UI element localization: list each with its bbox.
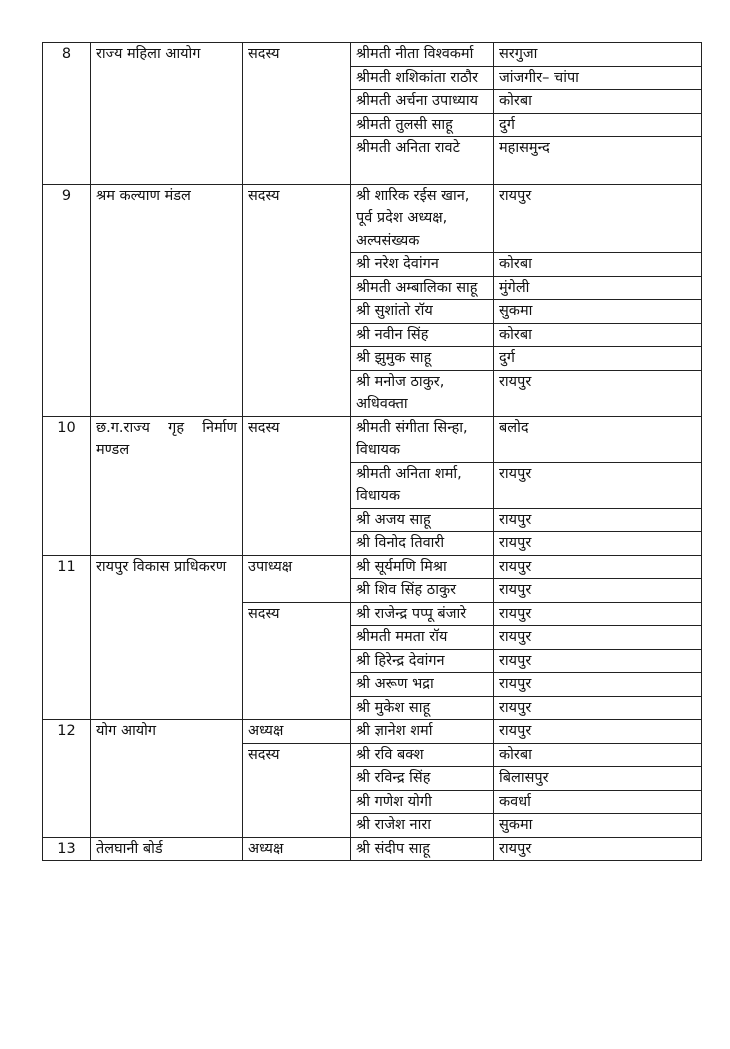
member-name: श्री राजेन्द्र पप्पू बंजारे	[351, 602, 494, 626]
member-name: श्री अरूण भद्रा	[351, 673, 494, 697]
member-name: श्री रवि बक्श	[351, 743, 494, 767]
member-name: श्री शारिक रईस खान, पूर्व प्रदेश अध्यक्ष, अल्पसंख्यक	[351, 184, 494, 253]
organization-name: रायपुर विकास प्राधिकरण	[91, 555, 243, 720]
member-district: रायपुर	[494, 837, 702, 861]
member-name: श्रीमती अनिता रावटे	[351, 137, 494, 185]
member-name: श्री संदीप साहू	[351, 837, 494, 861]
member-district: रायपुर	[494, 696, 702, 720]
member-name: श्री हिरेन्द्र देवांगन	[351, 649, 494, 673]
member-name: श्रीमती शशिकांता राठौर	[351, 66, 494, 90]
organization-name: राज्य महिला आयोग	[91, 43, 243, 185]
organization-name: तेलघानी बोर्ड	[91, 837, 243, 861]
member-name: श्रीमती संगीता सिन्हा, विधायक	[351, 416, 494, 462]
table-row	[43, 555, 702, 579]
serial-number: 9	[43, 184, 91, 416]
member-name: श्री झुमुक साहू	[351, 347, 494, 371]
member-district: रायपुर	[494, 626, 702, 650]
member-district: रायपुर	[494, 720, 702, 744]
member-name: श्रीमती नीता विश्वकर्मा	[351, 43, 494, 67]
table-row	[43, 43, 702, 67]
post-role: सदस्य	[243, 602, 351, 720]
organization-name: श्रम कल्याण मंडल	[91, 184, 243, 416]
member-district: सुकमा	[494, 814, 702, 838]
member-name: श्री अजय साहू	[351, 508, 494, 532]
table-row	[43, 184, 702, 253]
member-name: श्री मनोज ठाकुर, अधिवक्ता	[351, 370, 494, 416]
member-name: श्री नवीन सिंह	[351, 323, 494, 347]
member-district: रायपुर	[494, 184, 702, 253]
member-name: श्री राजेश नारा	[351, 814, 494, 838]
member-district: रायपुर	[494, 602, 702, 626]
member-name: श्रीमती अनिता शर्मा, विधायक	[351, 462, 494, 508]
member-name: श्री मुकेश साहू	[351, 696, 494, 720]
appointments-table	[42, 42, 702, 861]
member-district: बिलासपुर	[494, 767, 702, 791]
member-district: रायपुर	[494, 649, 702, 673]
serial-number: 10	[43, 416, 91, 555]
member-district: कोरबा	[494, 253, 702, 277]
member-name: श्री गणेश योगी	[351, 790, 494, 814]
member-district: कोरबा	[494, 323, 702, 347]
member-name: श्री ज्ञानेश शर्मा	[351, 720, 494, 744]
post-role: सदस्य	[243, 416, 351, 555]
post-role: उपाध्यक्ष	[243, 555, 351, 602]
member-name: श्री सुशांतो रॉय	[351, 300, 494, 324]
member-district: मुंगेली	[494, 276, 702, 300]
serial-number: 11	[43, 555, 91, 720]
member-name: श्रीमती तुलसी साहू	[351, 113, 494, 137]
member-district: रायपुर	[494, 462, 702, 508]
member-name: श्री शिव सिंह ठाकुर	[351, 579, 494, 603]
member-name: श्रीमती अम्बालिका साहू	[351, 276, 494, 300]
organization-name: योग आयोग	[91, 720, 243, 838]
post-role: सदस्य	[243, 184, 351, 416]
member-district: महासमुन्द	[494, 137, 702, 185]
member-district: रायपुर	[494, 555, 702, 579]
member-district: कोरबा	[494, 743, 702, 767]
member-district: सुकमा	[494, 300, 702, 324]
appointments-table-body	[43, 43, 702, 861]
member-name: श्री सूर्यमणि मिश्रा	[351, 555, 494, 579]
member-district: दुर्ग	[494, 347, 702, 371]
member-district: रायपुर	[494, 508, 702, 532]
member-district: जांजगीर– चांपा	[494, 66, 702, 90]
member-name: श्री विनोद तिवारी	[351, 532, 494, 556]
member-district: रायपुर	[494, 370, 702, 416]
post-role: सदस्य	[243, 743, 351, 837]
member-name: श्रीमती अर्चना उपाध्याय	[351, 90, 494, 114]
table-row	[43, 837, 702, 861]
member-name: श्री रविन्द्र सिंह	[351, 767, 494, 791]
member-district: रायपुर	[494, 532, 702, 556]
member-district: बलोद	[494, 416, 702, 462]
member-district: रायपुर	[494, 673, 702, 697]
post-role: अध्यक्ष	[243, 720, 351, 744]
serial-number: 8	[43, 43, 91, 185]
member-name: श्रीमती ममता रॉय	[351, 626, 494, 650]
member-district: दुर्ग	[494, 113, 702, 137]
member-district: रायपुर	[494, 579, 702, 603]
post-role: अध्यक्ष	[243, 837, 351, 861]
table-row	[43, 416, 702, 462]
member-district: कोरबा	[494, 90, 702, 114]
organization-name: छ.ग.राज्य गृह निर्माण मण्डल	[91, 416, 243, 555]
post-role: सदस्य	[243, 43, 351, 185]
member-name: श्री नरेश देवांगन	[351, 253, 494, 277]
serial-number: 13	[43, 837, 91, 861]
table-row	[43, 720, 702, 744]
serial-number: 12	[43, 720, 91, 838]
member-district: सरगुजा	[494, 43, 702, 67]
member-district: कवर्धा	[494, 790, 702, 814]
